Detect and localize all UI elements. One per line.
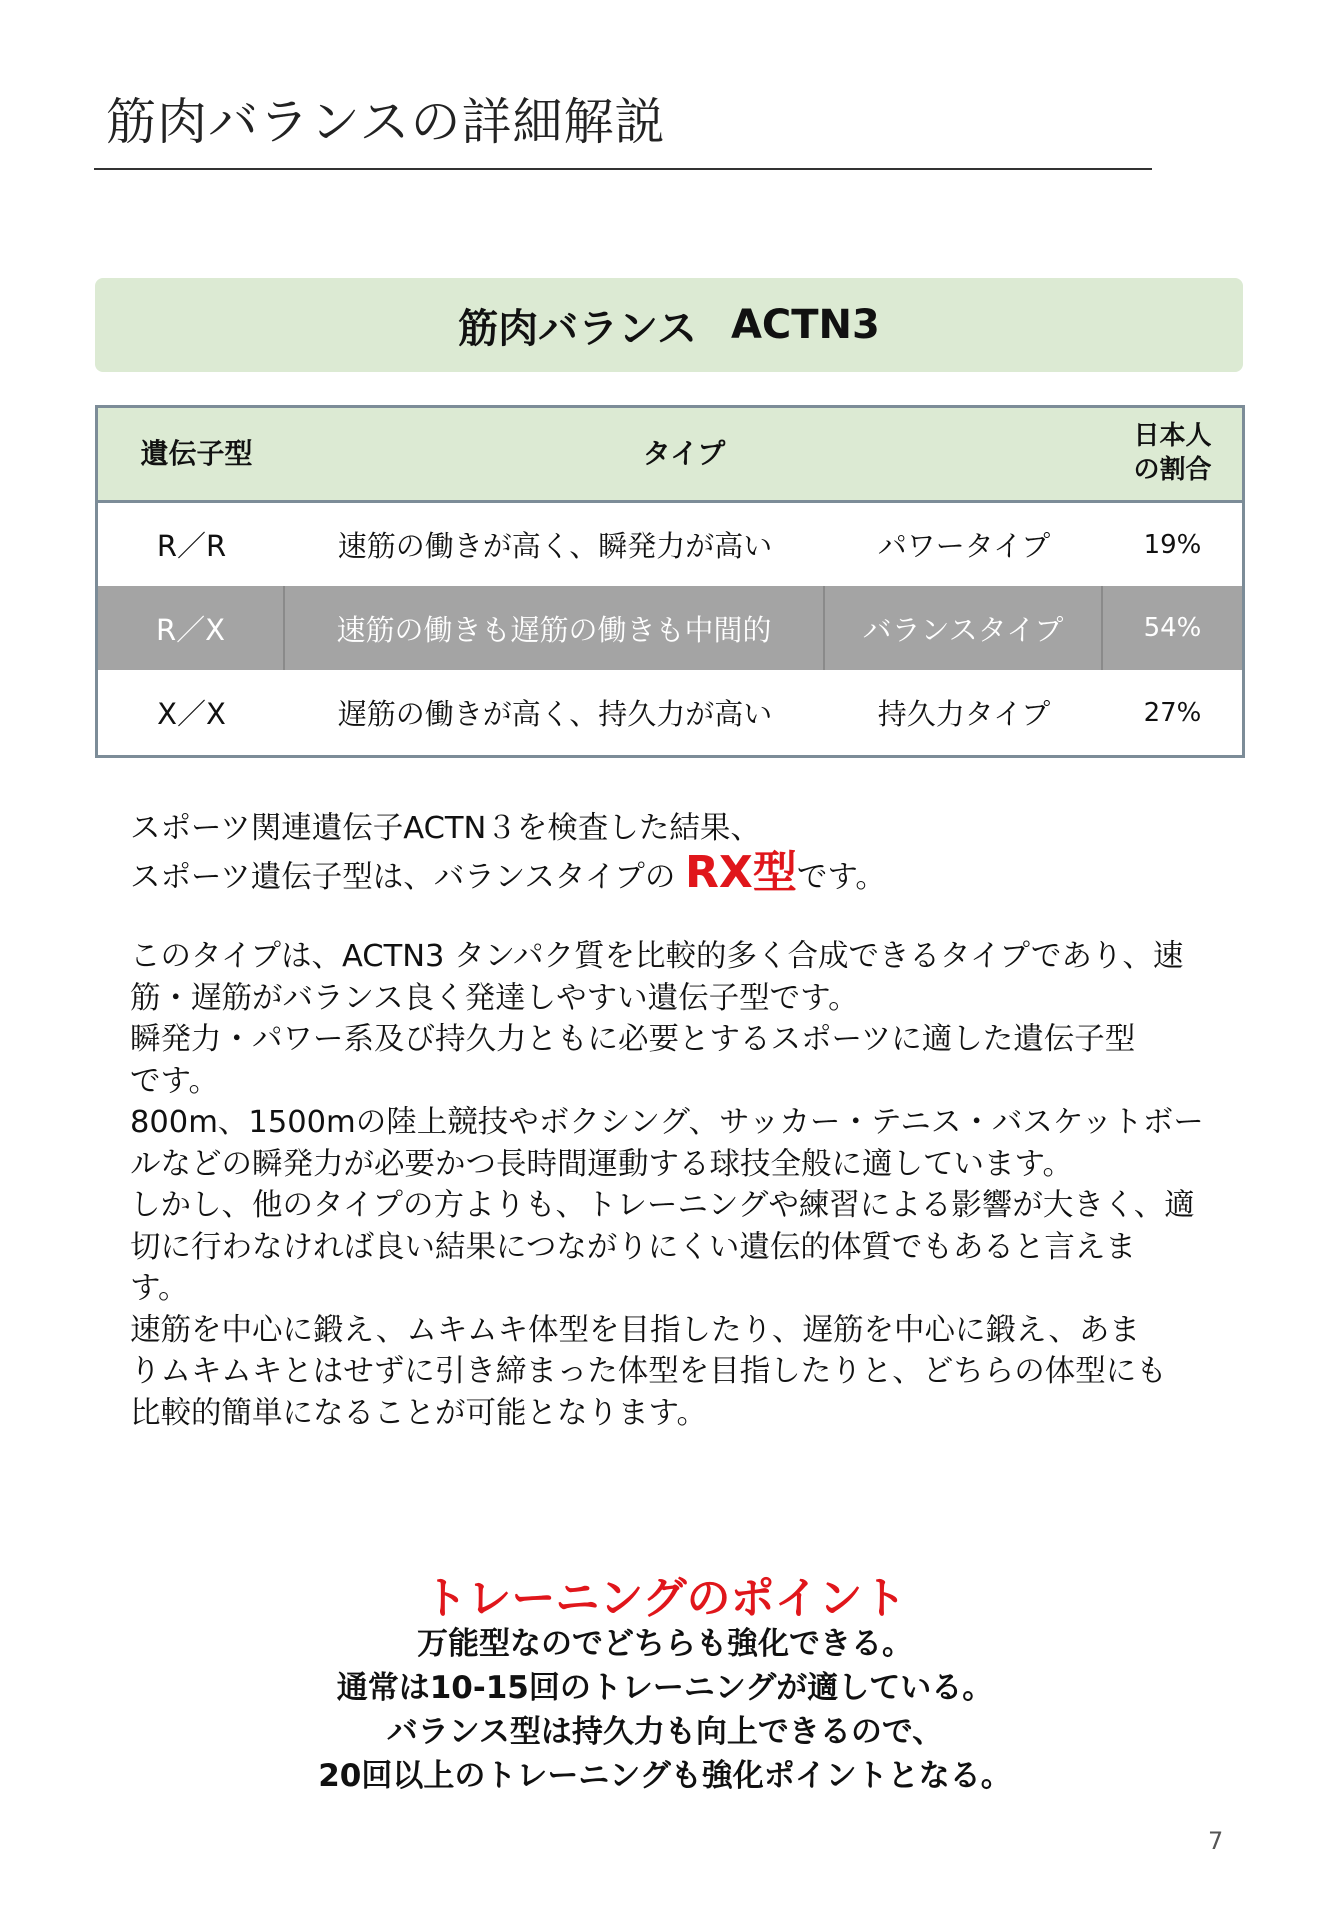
title-divider xyxy=(94,168,1152,170)
table-header-row xyxy=(98,408,1242,503)
training-heading: トレーニングのポイント xyxy=(423,1573,907,1624)
type-cell: 持久力タイプ xyxy=(877,697,1051,731)
result-prefix: スポーツ遺伝子型は、バランスタイプの xyxy=(130,859,676,895)
table-row-highlighted xyxy=(98,586,1242,670)
description-line: 800m、1500mの陸上競技やボクシング、サッカー・テニス・バスケットボー xyxy=(130,1105,1204,1140)
training-points xyxy=(0,1622,1330,1798)
genotype-cell: R／X xyxy=(98,586,285,670)
description-line: このタイプは、ACTN3 タンパク質を比較的多く合成できるタイプであり、速 xyxy=(130,939,1184,974)
description-cell: 速筋の働きが高く、瞬発力が高い xyxy=(337,529,773,563)
header-ratio-line2: の割合 xyxy=(1133,455,1212,485)
training-line: バランス型は持久力も向上できるので、 xyxy=(386,1714,944,1750)
table-row xyxy=(98,670,1242,755)
description-line: す。 xyxy=(130,1271,189,1306)
type-cell: パワータイプ xyxy=(877,529,1051,563)
genotype-table xyxy=(95,405,1245,758)
description-line: 速筋を中心に鍛え、ムキムキ体型を目指したり、遅筋を中心に鍛え、あま xyxy=(130,1312,1140,1348)
type-cell: バランスタイプ xyxy=(825,586,1103,670)
ratio-cell: 27% xyxy=(1143,697,1202,728)
description-cell: 速筋の働きも遅筋の働きも中間的 xyxy=(285,586,825,670)
table-row xyxy=(98,503,1242,586)
description-line: 瞬発力・パワー系及び持久力ともに必要とするスポーツに適した遺伝子型 xyxy=(130,1022,1136,1057)
description-line: しかし、他のタイプの方よりも、トレーニングや練習による影響が大きく、適 xyxy=(130,1188,1195,1223)
description-paragraph xyxy=(130,936,1220,1434)
ratio-cell: 19% xyxy=(1143,529,1202,560)
genotype-cell: R／R xyxy=(156,529,227,563)
header-ratio-line1: 日本人 xyxy=(1133,421,1212,452)
training-line: 20回以上のトレーニングも強化ポイントとなる。 xyxy=(318,1758,1012,1794)
header-type: タイプ xyxy=(642,436,726,470)
description-line: 筋・遅筋がバランス良く発達しやすい遺伝子型です。 xyxy=(130,980,859,1016)
result-type: RX型 xyxy=(685,846,797,898)
result-suffix: です。 xyxy=(796,859,886,895)
body-text xyxy=(130,808,1220,1434)
description-line: 比較的簡単になることが可能となります。 xyxy=(130,1395,708,1431)
result-line-2 xyxy=(130,846,1220,899)
page-number: 7 xyxy=(1208,1827,1224,1855)
training-line: 通常は10-15回のトレーニングが適している。 xyxy=(336,1670,994,1706)
banner-title: 筋肉バランス xyxy=(458,305,697,352)
header-ratio xyxy=(1103,408,1242,500)
section-banner xyxy=(95,278,1243,372)
banner-gene: ACTN3 xyxy=(730,302,880,348)
description-line: りムキムキとはせずに引き締まった体型を目指したりと、どちらの体型にも xyxy=(130,1354,1167,1389)
result-line-1: スポーツ関連遺伝子ACTN３を検査した結果、 xyxy=(130,811,761,846)
ratio-cell: 54% xyxy=(1143,613,1202,643)
description-cell: 遅筋の働きが高く、持久力が高い xyxy=(337,697,773,731)
description-line: です。 xyxy=(130,1063,220,1099)
header-genotype: 遺伝子型 xyxy=(140,436,253,470)
training-line: 万能型なのでどちらも強化できる。 xyxy=(417,1626,913,1662)
description-line: 切に行わなければ良い結果につながりにくい遺伝的体質でもあると言えま xyxy=(130,1229,1136,1265)
page-title: 筋肉バランスの詳細解説 xyxy=(106,93,666,151)
description-line: ルなどの瞬発力が必要かつ長時間運動する球技全般に適しています。 xyxy=(130,1146,1074,1182)
genotype-cell: X／X xyxy=(157,697,226,731)
